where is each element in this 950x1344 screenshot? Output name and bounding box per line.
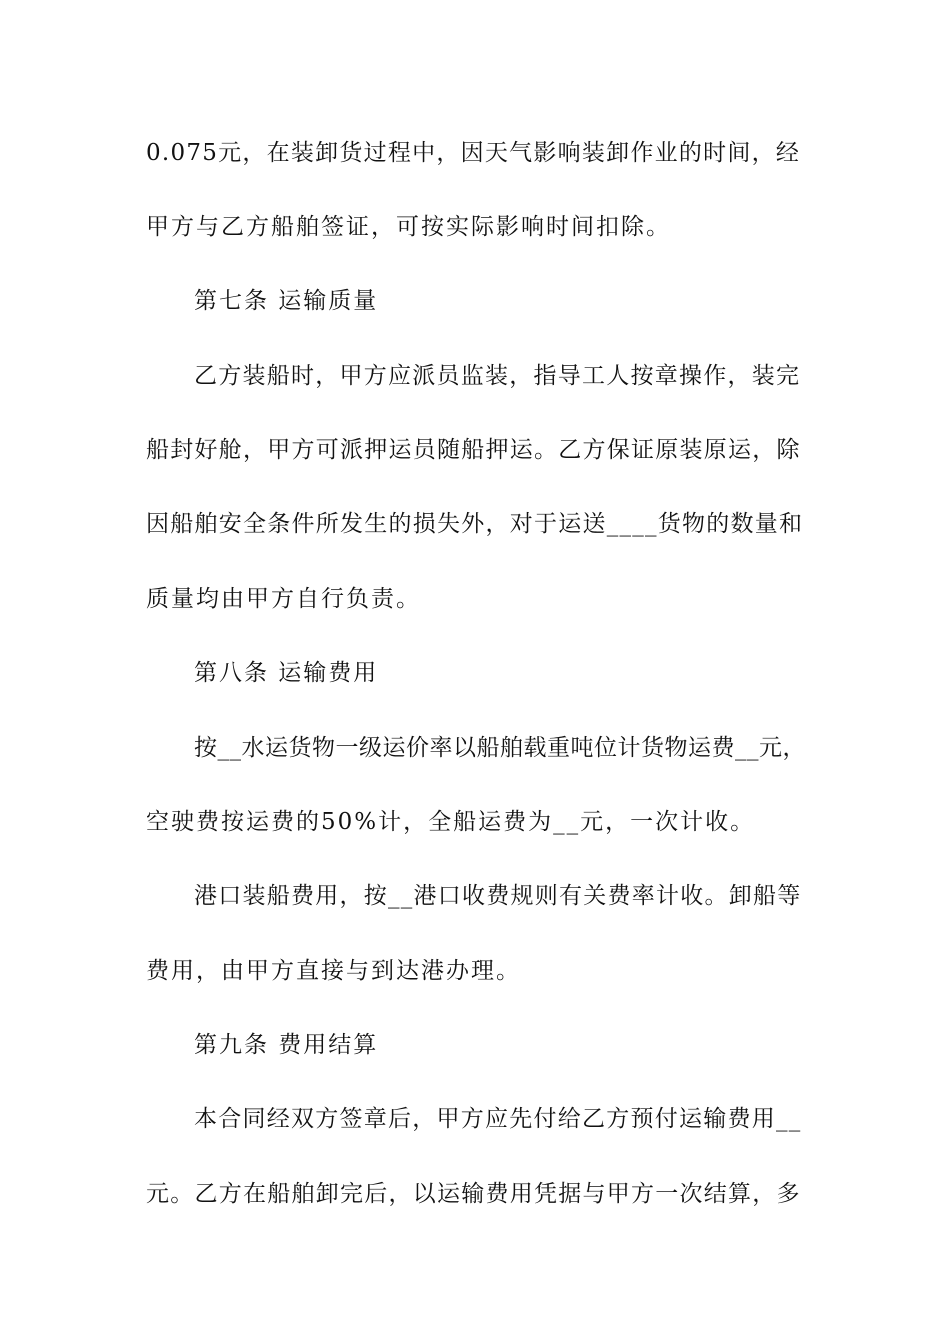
- paragraph-line: 港口装船费用，按__港口收费规则有关费率计收。卸船等: [194, 883, 802, 909]
- paragraph-line: 甲方与乙方船舶签证，可按实际影响时间扣除。: [146, 214, 671, 240]
- paragraph-line: 按__水运货物一级运价率以船舶载重吨位计货物运费__元，: [194, 735, 806, 761]
- section-heading-7: 第七条 运输质量: [194, 288, 379, 314]
- paragraph-line: 元。乙方在船舶卸完后，以运输费用凭据与甲方一次结算，多: [146, 1181, 801, 1207]
- section-heading-9: 第九条 费用结算: [194, 1032, 379, 1058]
- section-heading-8: 第八条 运输费用: [194, 660, 379, 686]
- paragraph-line: 空驶费按运费的50%计，全船运费为__元，一次计收。: [146, 809, 756, 835]
- paragraph-line: 费用，由甲方直接与到达港办理。: [146, 958, 521, 984]
- paragraph-line: 本合同经双方签章后，甲方应先付给乙方预付运输费用__: [194, 1106, 802, 1132]
- paragraph-line: 因船舶安全条件所发生的损失外，对于运送____货物的数量和: [146, 511, 804, 537]
- paragraph-line: 乙方装船时，甲方应派员监装，指导工人按章操作，装完: [194, 363, 801, 389]
- paragraph-line: 船封好舱，甲方可派押运员随船押运。乙方保证原装原运，除: [146, 437, 801, 463]
- paragraph-line: 0.075元，在装卸货过程中，因天气影响装卸作业的时间，经: [146, 140, 801, 166]
- paragraph-line: 质量均由甲方自行负责。: [146, 586, 421, 612]
